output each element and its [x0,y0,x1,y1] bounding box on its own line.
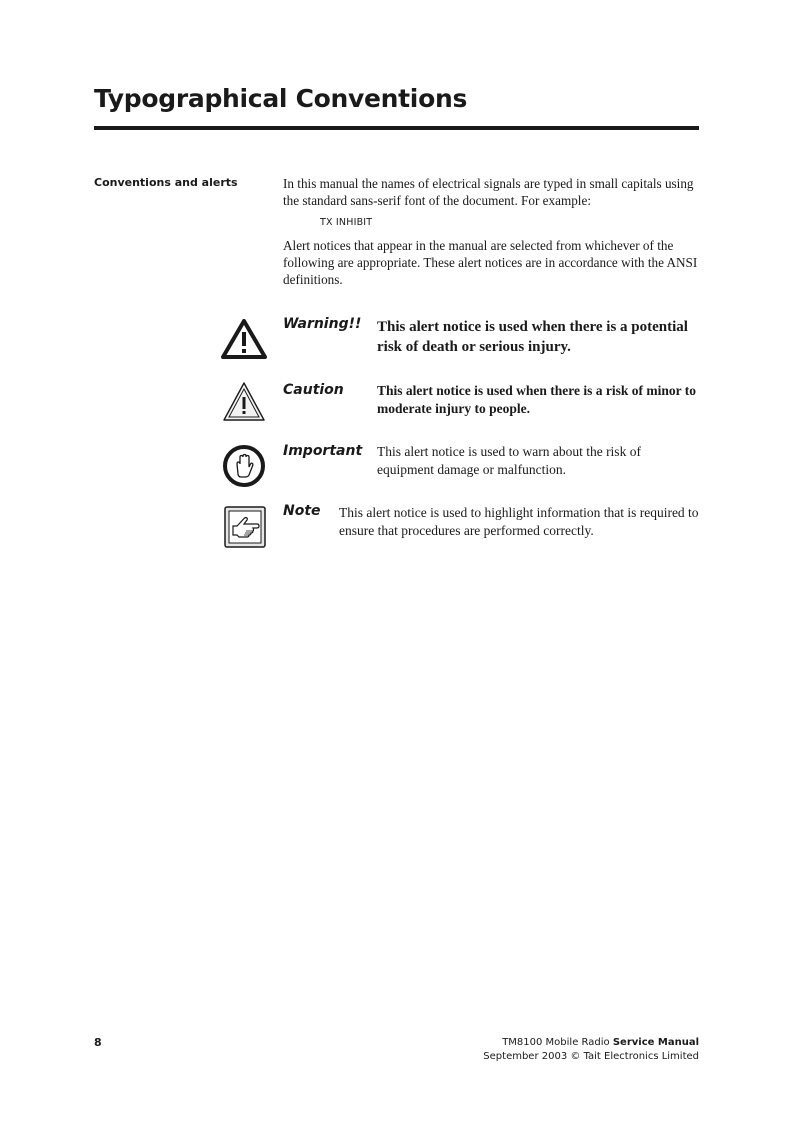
important-label: Important [283,443,363,459]
footer-manual: Service Manual [612,1037,699,1048]
warning-label: Warning!! [283,316,362,332]
caution-text: This alert notice is used when there is a risk of minor to moderate injury to people. [377,383,696,416]
caution-triangle-icon [222,381,266,423]
note-text: This alert notice is used to highlight information that is required to ensure that procedures are performed correctly. [339,505,699,538]
warning-triangle-icon [221,318,267,360]
warning-text: This alert notice is used when there is a potential risk of death or serious injury. [377,319,688,355]
footer-date-line [483,1050,699,1064]
signal-example: TX INHIBIT [320,217,373,228]
footer-info [483,1036,699,1064]
intro-paragraph: In this manual the names of electrical signals are typed in small capitals using the standard sans-serif font of the document. For example: [283,176,694,208]
section-heading: Conventions and alerts [94,176,238,189]
page-number: 8 [94,1036,102,1049]
footer-product-line [483,1036,699,1050]
title-rule [94,126,699,130]
footer-product: TM8100 Mobile Radio [502,1037,610,1048]
pointing-hand-icon [224,506,266,548]
important-text: This alert notice is used to warn about the risk of equipment damage or malfunction. [377,444,641,477]
note-label: Note [283,503,321,519]
footer-date: September 2003 [483,1051,568,1062]
footer-copyright: © Tait Electronics Limited [570,1051,699,1062]
page-title: Typographical Conventions [94,84,468,113]
caution-label: Caution [283,382,344,398]
alerts-paragraph: Alert notices that appear in the manual are selected from whichever of the following are appropriate. These alert notices are in accordance with the ANSI definitions. [283,238,698,287]
stop-hand-icon [222,444,266,488]
